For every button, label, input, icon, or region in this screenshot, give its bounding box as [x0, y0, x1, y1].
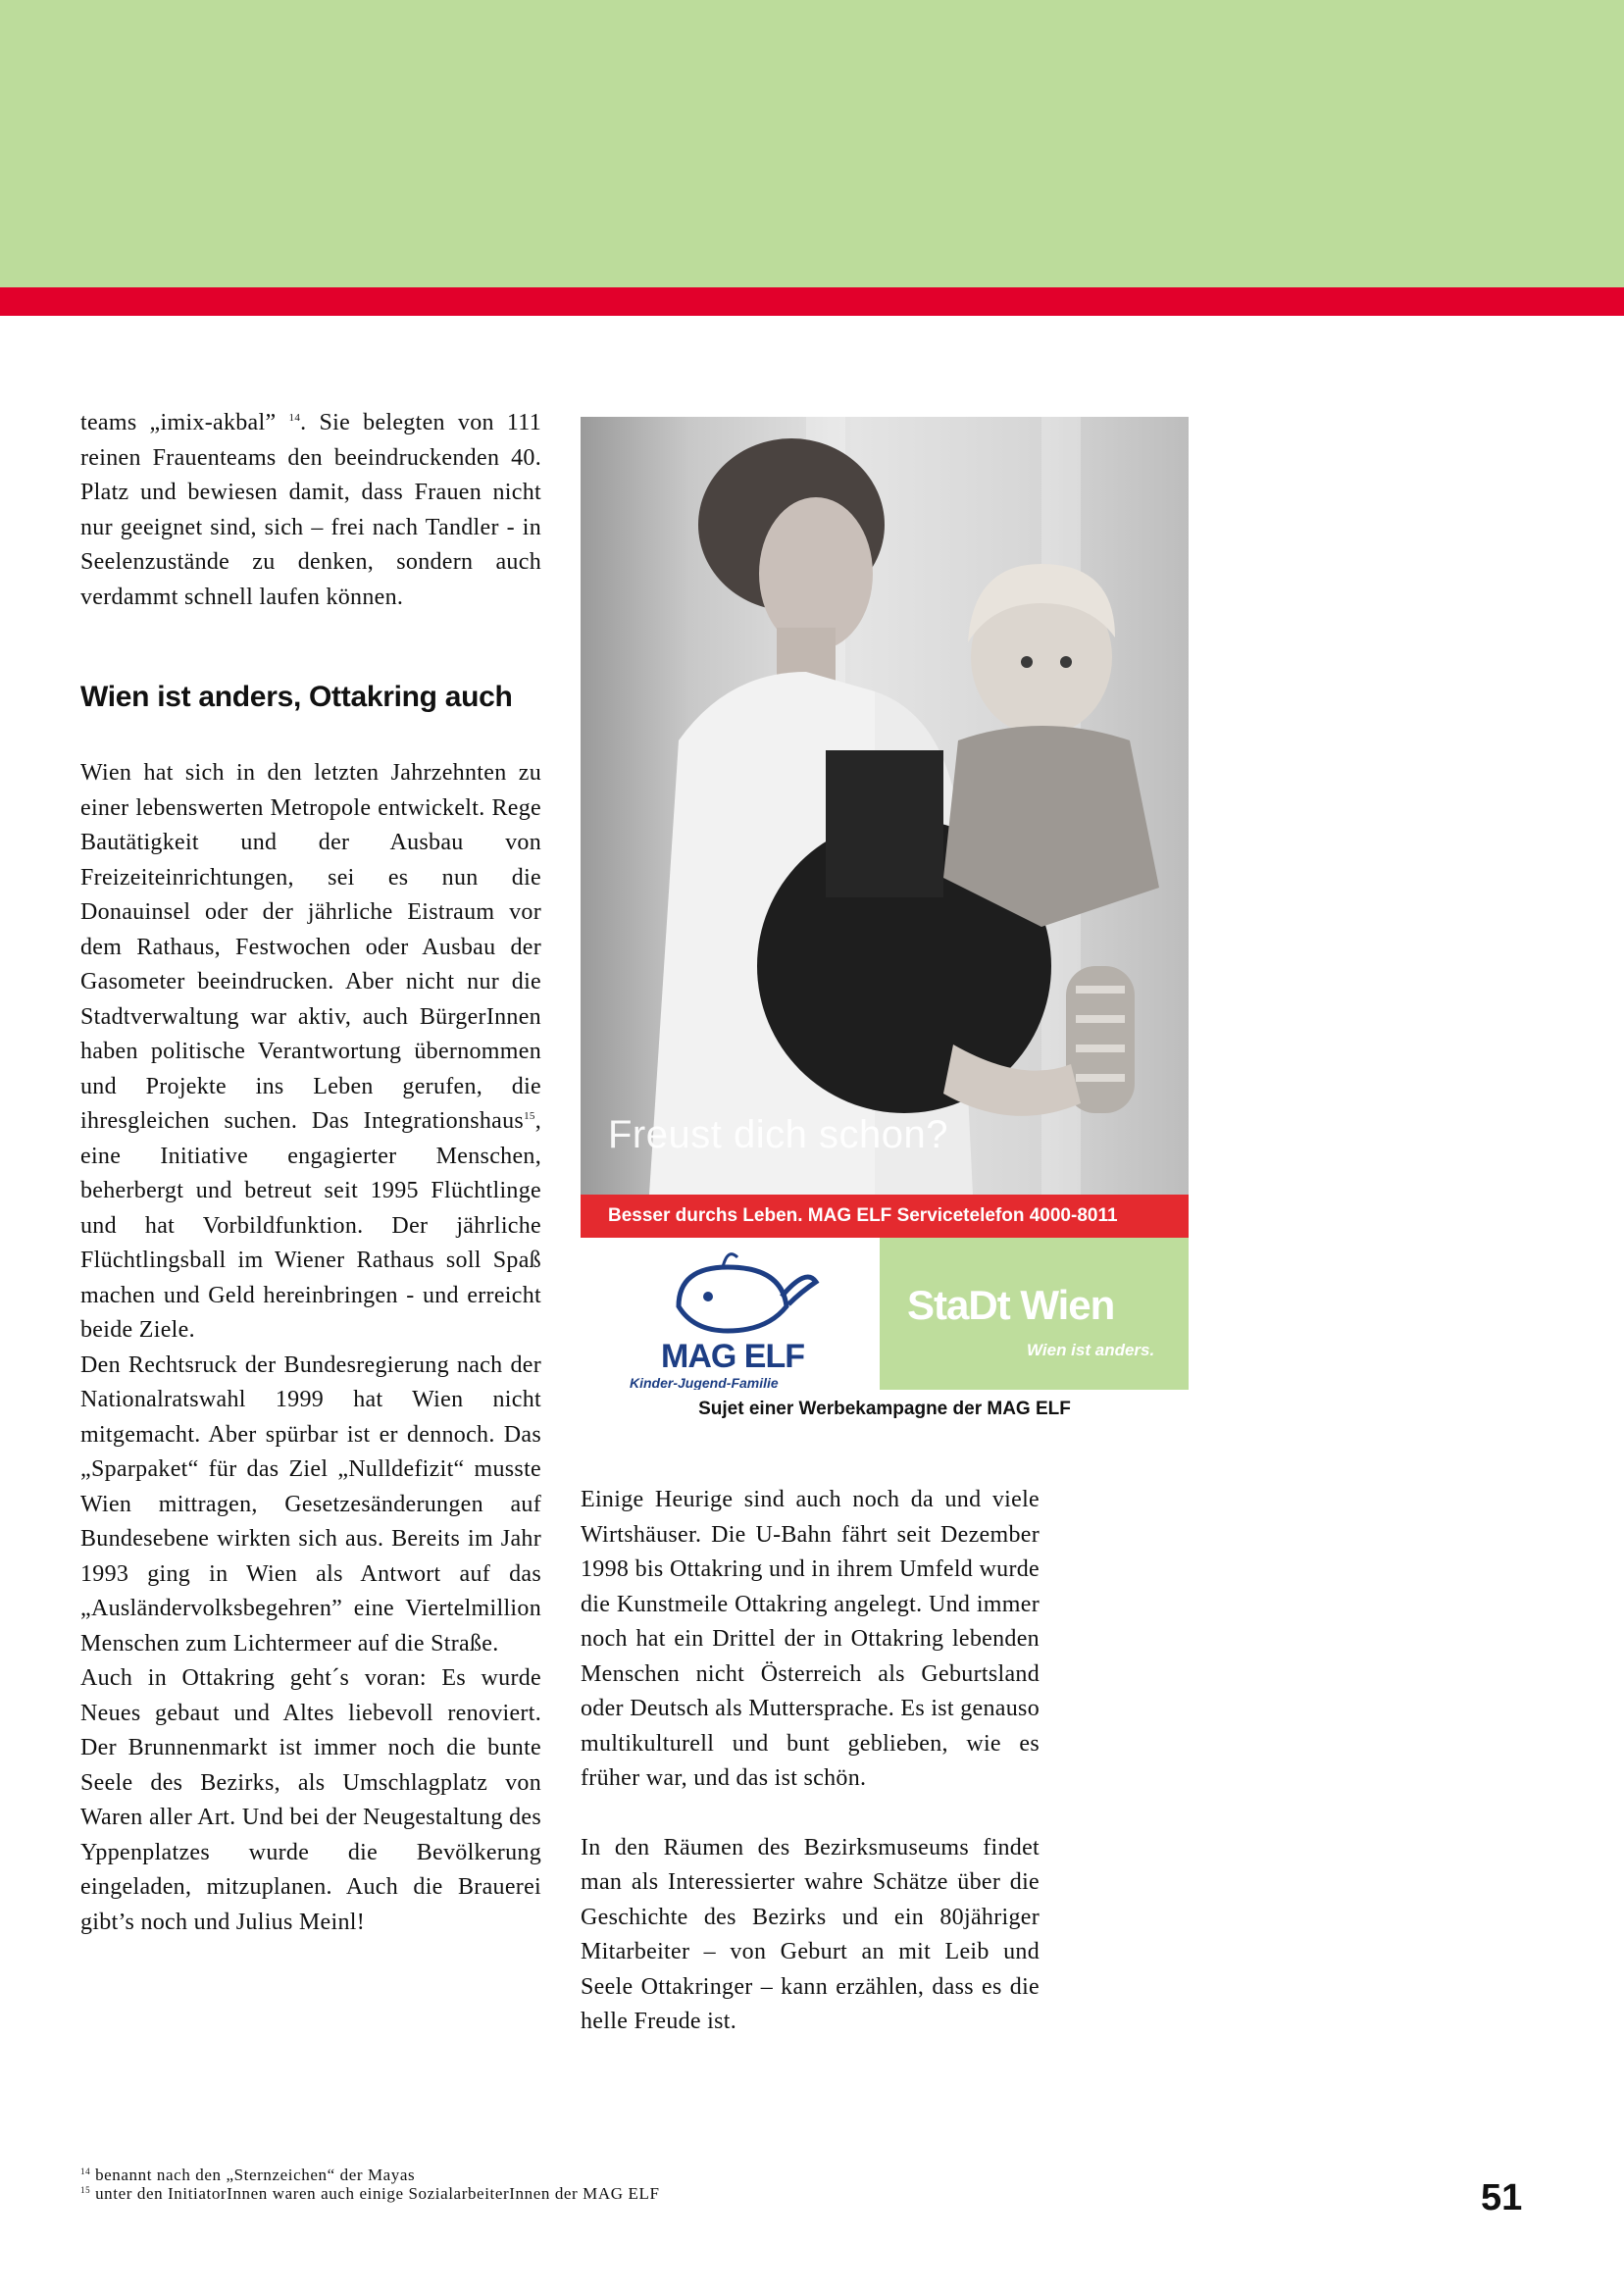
- footnotes: [80, 2166, 660, 2203]
- footnote-ref: 14: [288, 412, 301, 424]
- stadt-wien-wordmark: StaDt Wien: [907, 1282, 1115, 1328]
- middle-text-column: [581, 1483, 1040, 2040]
- stadt-wien-slogan: Wien ist anders.: [1027, 1341, 1155, 1359]
- header-red-band: [0, 287, 1624, 316]
- paragraph: Den Rechtsruck der Bundesregierung nach der Nationalratswahl 1999 hat Wien nicht mitgemacht. Aber spürbar ist er dennoch. Das „Sparpaket“ für das Ziel „Nulldefizit“ musste Wien mittragen, Gesetzesänderungen auf Bundesebene wirkten sich aus. Bereits im Jahr 1993 ging in Wien als Antwort auf das „Ausländervolksbegehren” eine Viertelmillion Menschen zum Lichtermeer auf die Straße.: [80, 1351, 541, 1657]
- footnote: $^{15}$ unter den InitiatorInnen waren auch einige SozialarbeiterInnen der MAG ELF: [80, 2184, 660, 2203]
- page-number: 51: [1481, 2177, 1523, 2218]
- photo-mother-child: [581, 417, 1189, 1195]
- mag-elf-subtitle: Kinder-Jugend-Familie: [630, 1375, 779, 1390]
- left-text-column: [80, 406, 541, 1940]
- mag-elf-wordmark: MAG ELF: [661, 1338, 804, 1375]
- stadt-wien-logo: [880, 1238, 1189, 1390]
- paragraph: Wien hat sich in den letzten Jahrzehnten zu einer lebenswerten Metropole entwickelt. Rege Bautätigkeit und der Ausbau von Freizeiteinrichtungen, sei es nun die Donauinsel oder der jährliche Eistraum vor dem Rathaus, Festwochen oder Ausbau der Gasometer beeindrucken. Aber nicht nur die Stadtverwaltung war aktiv, auch BürgerInnen haben politische Verantwortung übernommen und Projekte ins Leben gerufen, die ihresgleichen suchen. Das Integrationshaus$^{15}$, eine Initiative engagierter Menschen, beherbergt und betreut seit 1995 Flüchtlinge und hat Vorbildfunktion. Der jährliche Flüchtlingsball im Wiener Rathaus soll Spaß machen und Geld hereinbringen - und erreicht beide Ziele.: [80, 760, 541, 1343]
- paragraph: In den Räumen des Bezirksmuseums findet man als Interessierter wahre Schätze über die Geschichte des Bezirks und ein 80jähriger Mitarbeiter – von Geburt an mit Leib und Seele Ottakringer – kann erzählen, dass es die helle Freude ist.: [581, 1834, 1040, 2034]
- footnote: $^{14}$ benannt nach den „Sternzeichen“ der Mayas: [80, 2166, 416, 2184]
- photo-figures: [581, 417, 1189, 1195]
- ad-tagline: Freust dich schon?: [608, 1113, 948, 1156]
- advertisement-image: [581, 417, 1189, 1390]
- section-heading: Wien ist anders, Ottakring auch: [80, 681, 513, 713]
- mag-elf-logo: [581, 1238, 880, 1390]
- paragraph: teams „imix-akbal” $^{14}$. Sie belegten von 111 reinen Frauenteams den beeindruckenden 40. Platz und bewiesen damit, dass Frauen nicht nur geeignet sind, sich – frei nach Tandler - in Seelenzustände zu denken, sondern auch verdammt schnell laufen können.: [80, 410, 541, 610]
- paragraph: Auch in Ottakring geht´s voran: Es wurde Neues gebaut und Altes liebevoll renoviert. Der Brunnenmarkt ist immer noch die bunte Seele des Bezirks, als Umschlagplatz von Waren aller Art. Und bei der Neugestaltung des Yppenplatzes wurde die Bevölkerung eingeladen, mitzuplanen. Auch die Brauerei gibt’s noch und Julius Meinl!: [80, 1665, 541, 1935]
- paragraph: Einige Heurige sind auch noch da und viele Wirtshäuser. Die U-Bahn fährt seit Dezember 1998 bis Ottakring und in ihrem Umfeld wurde die Kunstmeile Ottakring angelegt. Und immer noch hat ein Drittel der in Ottakring lebenden Menschen nicht Österreich als Geburtsland oder Deutsch als Muttersprache. Es ist genauso multikulturell und bunt geblieben, wie es früher war, und das ist schön.: [581, 1487, 1040, 1791]
- image-caption: Sujet einer Werbekampagne der MAG ELF: [698, 1399, 1071, 1419]
- ad-banner: Besser durchs Leben. MAG ELF Servicetelefon 4000-8011: [581, 1195, 1189, 1238]
- header-green-band: [0, 0, 1624, 287]
- footnote-ref: 15: [524, 1110, 535, 1122]
